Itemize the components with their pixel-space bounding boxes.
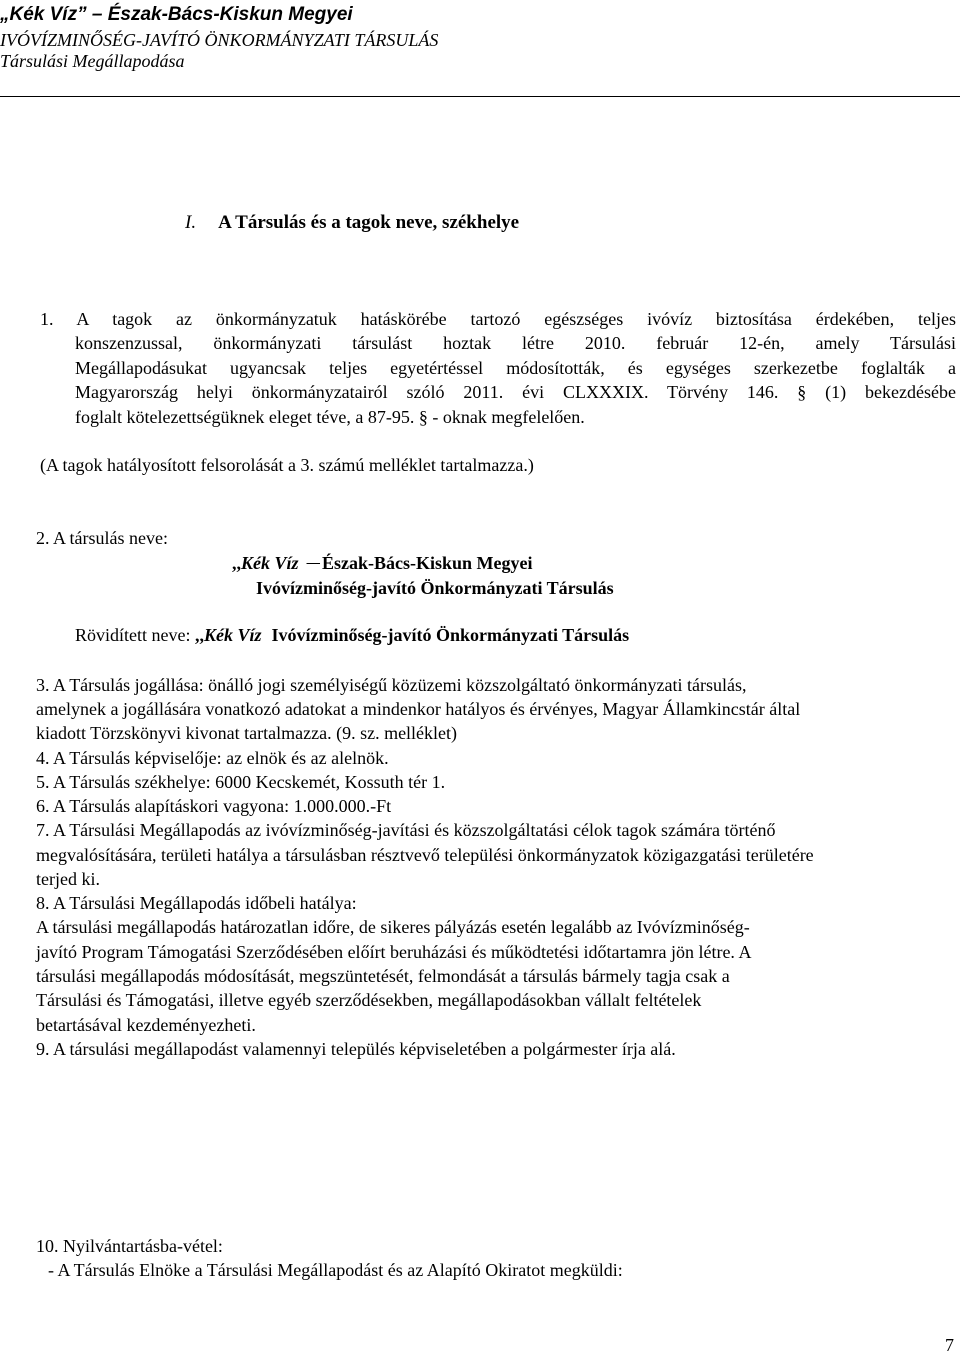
p1-line-4: Magyarország helyi önkormányzatairól szóló 2011. évi CLXXXIX. Törvény 146. § (1) bekezdésébe <box>75 382 956 402</box>
p2-kek-viz: Kék Víz <box>241 553 299 573</box>
body-line: 4. A Társulás képviselője: az elnök és az alelnök. <box>36 748 389 768</box>
body-line: 9. A társulási megállapodást valamennyi település képviseletében a polgármester írja alá. <box>36 1039 676 1059</box>
p2-name-rest: Észak-Bács-Kiskun Megyei <box>322 553 533 573</box>
p2-label: 2. A társulás neve: <box>36 528 168 548</box>
body-line: 3. A Társulás jogállása: önálló jogi személyiségű közüzemi közszolgáltató önkormányzati társulás, <box>36 675 747 695</box>
p10-title: 10. Nyilvántartásba-vétel: <box>36 1236 223 1256</box>
section-heading <box>185 212 519 234</box>
body-line: amelynek a jogállására vonatkozó adatokat a mindenkor hatályos és érvényes, Magyar Államkincstár által <box>36 699 801 719</box>
body-line: javító Program Támogatási Szerződésében előírt beruházási és működtetési időtartamra jön létre. A <box>36 942 752 962</box>
p10-line: - A Társulás Elnöke a Társulási Megállapodást és az Alapító Okiratot megküldi: <box>48 1260 623 1280</box>
p2-full-name-line2: Ivóvízminőség-javító Önkormányzati Társulás <box>256 578 614 598</box>
body-line: betartásával kezdeményezheti. <box>36 1015 256 1035</box>
header-title: „Kék Víz” – Észak-Bács-Kiskun Megyei <box>0 4 353 25</box>
body-line: terjed ki. <box>36 869 100 889</box>
p1-note: (A tagok hatályosított felsorolását a 3. számú melléklet tartalmazza.) <box>40 455 534 475</box>
section-title: A Társulás és a tagok neve, székhelye <box>218 212 520 233</box>
body-line: Társulási és Támogatási, illetve egyéb szerződésekben, megállapodásokban vállalt feltételek <box>36 990 702 1010</box>
body-line: 8. A Társulási Megállapodás időbeli hatálya: <box>36 893 357 913</box>
body-line: 6. A Társulás alapításkori vagyona: 1.000.000.-Ft <box>36 796 392 816</box>
header-org-name: IVÓVÍZMINŐSÉG-JAVÍTÓ ÖNKORMÁNYZATI TÁRSULÁS <box>0 30 439 50</box>
body-line: A társulási megállapodás határozatlan időre, de sikeres pályázás esetén legalább az Ivóvízminőség- <box>36 917 750 937</box>
header-divider <box>0 96 960 97</box>
p1-line-3: Megállapodásukat ugyancsak teljes egyetértéssel módosították, és egységes szerkezetbe foglalták a <box>75 358 956 378</box>
body-line: társulási megállapodás módosítását, megszüntetését, felmondását a társulás bármely tagja csak a <box>36 966 730 986</box>
body-line: 7. A Társulási Megállapodás az ivóvízminőség-javítási és közszolgáltatási célok tagok számára történő <box>36 820 776 840</box>
header-doc-type: Társulási Megállapodása <box>0 51 185 71</box>
page-number: 7 <box>945 1335 954 1355</box>
p2-short-name: Rövidített neve: ,,Kék Víz Ivóvízminőség-javító Önkormányzati Társulás <box>75 625 630 645</box>
body-line: megvalósítására, területi hatálya a társulásban résztvevő települési önkormányzatok közigazgatási területére <box>36 845 814 865</box>
p1-line-1: 1. A tagok az önkormányzatuk hatáskörébe tartozó egészséges ivóvíz biztosítása érdekében, teljes <box>40 309 956 329</box>
body-line: kiadott Törzskönyvi kivonat tartalmazza. (9. sz. melléklet) <box>36 723 458 743</box>
p2-full-name-line1: ,,Kék Víz Észak-Bács-Kiskun Megyei <box>232 553 533 573</box>
p1-line-5: foglalt kötelezettségüknek eleget téve, a 87-95. § - oknak megfelelően. <box>75 407 585 427</box>
p1-line-2: konszenzussal, önkormányzati társulást hoztak létre 2010. február 12-én, amely Társulási <box>75 333 956 353</box>
body-line: 5. A Társulás székhelye: 6000 Kecskemét, Kossuth tér 1. <box>36 772 446 792</box>
section-number: I. <box>185 212 197 233</box>
p2-short-label: Rövidített neve: <box>75 625 195 645</box>
